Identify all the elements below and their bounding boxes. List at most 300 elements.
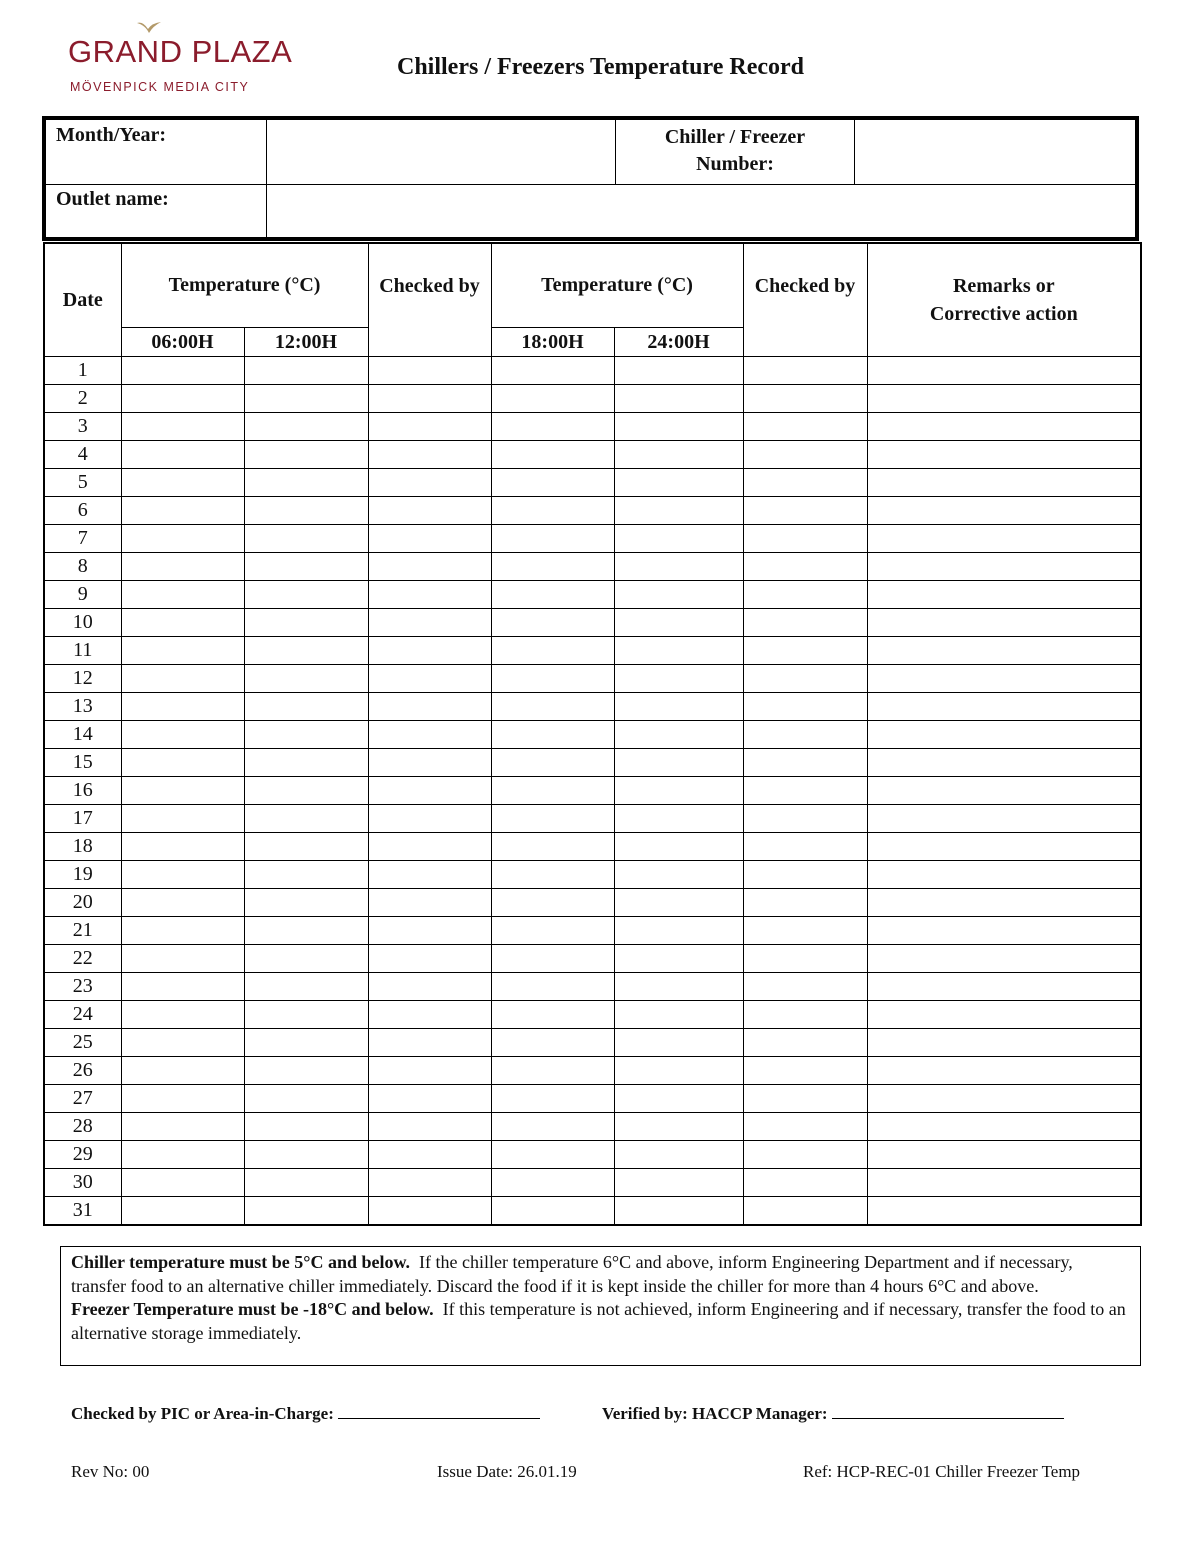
temp-1200-cell[interactable] [244,1168,368,1196]
temp-1200-cell[interactable] [244,1140,368,1168]
checked-by-cell[interactable] [368,804,491,832]
temp-2400-cell[interactable] [614,580,743,608]
date-cell: 29 [44,1140,121,1168]
temp-1200-cell[interactable] [244,748,368,776]
temp-0600-cell[interactable] [121,496,244,524]
checked-by-cell[interactable] [368,1084,491,1112]
temp-0600-cell[interactable] [121,1028,244,1056]
table-row [44,776,1141,804]
checked-by-cell[interactable] [368,748,491,776]
checked-by-cell[interactable] [368,440,491,468]
table-row [44,384,1141,412]
temp-0600-cell[interactable] [121,580,244,608]
remarks-cell[interactable] [867,384,1141,412]
temp-1800-cell[interactable] [491,468,614,496]
checked-by-line[interactable] [338,1402,540,1419]
checked-by-cell[interactable] [368,412,491,440]
checked-by-cell[interactable] [368,1196,491,1225]
checked-by-cell[interactable] [743,552,867,580]
date-cell: 25 [44,1028,121,1056]
temp-1200-cell[interactable] [244,608,368,636]
table-row [44,1056,1141,1084]
temp-1800-cell[interactable] [491,524,614,552]
chiller-label-line2: Number: [696,153,774,175]
temp-2400-cell[interactable] [614,412,743,440]
temp-2400-cell[interactable] [614,496,743,524]
remarks-cell[interactable] [867,776,1141,804]
reference: Ref: HCP-REC-01 Chiller Freezer Temp [803,1462,1081,1481]
checked-by-cell[interactable] [368,888,491,916]
temp-1200-cell[interactable] [244,636,368,664]
table-row [44,608,1141,636]
remarks-cell[interactable] [867,1168,1141,1196]
remarks-cell[interactable] [867,916,1141,944]
chiller-note [71,1251,1130,1298]
temp-1800-cell[interactable] [491,636,614,664]
remarks-cell[interactable] [867,496,1141,524]
temp-1800-cell[interactable] [491,748,614,776]
temp-0600-cell[interactable] [121,636,244,664]
temp-1800-cell[interactable] [491,888,614,916]
checked-by-cell[interactable] [743,524,867,552]
temp-1800-cell[interactable] [491,916,614,944]
temp-1200-cell[interactable] [244,720,368,748]
temp-2400-cell[interactable] [614,1084,743,1112]
checked-by-cell[interactable] [368,776,491,804]
table-row [44,1028,1141,1056]
temp-2400-cell[interactable] [614,1056,743,1084]
table-row [44,1196,1141,1225]
date-cell: 5 [44,468,121,496]
temp-1200-cell[interactable] [244,496,368,524]
checked-by-cell[interactable] [743,944,867,972]
temp-2400-cell[interactable] [614,552,743,580]
temp-1800-cell[interactable] [491,1000,614,1028]
checked-by-cell[interactable] [368,384,491,412]
checked-by-cell[interactable] [743,356,867,384]
temp-1800-cell[interactable] [491,1112,614,1140]
verified-by-line[interactable] [832,1402,1064,1419]
date-cell: 27 [44,1084,121,1112]
date-cell: 26 [44,1056,121,1084]
temp-2400-cell[interactable] [614,832,743,860]
temp-1200-cell[interactable] [244,1000,368,1028]
temp-2400-cell[interactable] [614,440,743,468]
table-row [44,1000,1141,1028]
checked-by-cell[interactable] [368,832,491,860]
freezer-note-bold: Freezer Temperature must be -18°C and below. [71,1299,434,1319]
table-row [44,748,1141,776]
checked-by-cell[interactable] [743,832,867,860]
remarks-cell[interactable] [867,1084,1141,1112]
date-cell: 3 [44,412,121,440]
date-cell: 19 [44,860,121,888]
date-cell: 2 [44,384,121,412]
date-cell: 16 [44,776,121,804]
checked-by-cell[interactable] [743,580,867,608]
table-row [44,580,1141,608]
instructions-box [60,1246,1141,1366]
temp-2400-cell[interactable] [614,524,743,552]
checked-by-cell[interactable] [743,468,867,496]
chiller-number-label [616,124,854,178]
table-row [44,888,1141,916]
checked-by-cell[interactable] [368,944,491,972]
remarks-cell[interactable] [867,1140,1141,1168]
temp-0600-cell[interactable] [121,1056,244,1084]
checked-by-cell[interactable] [368,692,491,720]
date-cell: 22 [44,944,121,972]
remarks-cell[interactable] [867,804,1141,832]
table-row [44,636,1141,664]
time-header-1800: 18:00H [491,327,614,356]
checked-by-label: Checked by PIC or Area-in-Charge: [71,1404,334,1423]
time-header-0600: 06:00H [121,327,244,356]
temp-1200-cell[interactable] [244,1196,368,1225]
table-row [44,972,1141,1000]
date-cell: 13 [44,692,121,720]
checked-by-cell[interactable] [368,972,491,1000]
date-cell: 4 [44,440,121,468]
checked-by-cell[interactable] [368,1056,491,1084]
temp-2400-cell[interactable] [614,608,743,636]
temp-1800-cell[interactable] [491,496,614,524]
table-row [44,1084,1141,1112]
table-row [44,356,1141,384]
checked-by-header-1: Checked by [368,243,491,356]
temp-2400-cell[interactable] [614,972,743,1000]
temp-1800-cell[interactable] [491,860,614,888]
checked-by-cell[interactable] [368,356,491,384]
date-cell: 30 [44,1168,121,1196]
checked-by-cell[interactable] [743,888,867,916]
temp-1200-cell[interactable] [244,944,368,972]
temp-1800-cell[interactable] [491,664,614,692]
checked-by-cell[interactable] [368,552,491,580]
outlet-name-field[interactable] [268,186,1134,236]
checked-by-cell[interactable] [368,496,491,524]
table-row [44,468,1141,496]
checked-by-cell[interactable] [368,1028,491,1056]
page-title: Chillers / Freezers Temperature Record [397,54,804,80]
temp-0600-cell[interactable] [121,832,244,860]
checked-by-cell[interactable] [368,636,491,664]
temp-2400-cell[interactable] [614,804,743,832]
logo-brand: GRAND PLAZA [68,34,293,69]
remarks-cell[interactable] [867,552,1141,580]
temp-2400-cell[interactable] [614,748,743,776]
checked-by-cell[interactable] [743,860,867,888]
remarks-cell[interactable] [867,1056,1141,1084]
temp-0600-cell[interactable] [121,888,244,916]
temp-1200-cell[interactable] [244,552,368,580]
remarks-cell[interactable] [867,468,1141,496]
temp-1200-cell[interactable] [244,1056,368,1084]
table-row [44,496,1141,524]
remarks-cell[interactable] [867,356,1141,384]
temp-1800-cell[interactable] [491,552,614,580]
date-cell: 12 [44,664,121,692]
date-cell: 21 [44,916,121,944]
temp-1800-cell[interactable] [491,356,614,384]
temp-1200-cell[interactable] [244,804,368,832]
temp-2400-cell[interactable] [614,916,743,944]
remarks-cell[interactable] [867,692,1141,720]
checked-by-cell[interactable] [368,580,491,608]
date-cell: 1 [44,356,121,384]
remarks-cell[interactable] [867,832,1141,860]
date-header: Date [44,243,121,356]
table-row [44,1168,1141,1196]
remarks-cell[interactable] [867,440,1141,468]
date-cell: 11 [44,636,121,664]
date-cell: 20 [44,888,121,916]
checked-by-cell[interactable] [743,972,867,1000]
temp-0600-cell[interactable] [121,412,244,440]
temp-0600-cell[interactable] [121,1084,244,1112]
checked-by-cell[interactable] [743,748,867,776]
verified-by-label: Verified by: HACCP Manager: [602,1404,828,1423]
chiller-number-field[interactable] [856,122,1134,182]
time-header-2400: 24:00H [614,327,743,356]
month-year-field[interactable] [268,122,614,182]
temp-2400-cell[interactable] [614,1028,743,1056]
table-row [44,1112,1141,1140]
temp-2400-cell[interactable] [614,692,743,720]
remarks-cell[interactable] [867,972,1141,1000]
remarks-cell[interactable] [867,860,1141,888]
temp-2400-cell[interactable] [614,776,743,804]
table-row [44,412,1141,440]
checked-by-cell[interactable] [743,1168,867,1196]
temp-2400-cell[interactable] [614,1140,743,1168]
remarks-cell[interactable] [867,580,1141,608]
temp-1200-cell[interactable] [244,1084,368,1112]
checked-by-cell[interactable] [743,636,867,664]
checked-by-cell[interactable] [743,664,867,692]
remarks-cell[interactable] [867,944,1141,972]
temperature-header-pm: Temperature (°C) [491,243,743,327]
logo-subtitle: MÖVENPICK MEDIA CITY [70,80,250,94]
temp-1200-cell[interactable] [244,1028,368,1056]
checked-by-header-2: Checked by [743,243,867,356]
checked-by-cell[interactable] [743,496,867,524]
checked-by-cell[interactable] [368,664,491,692]
remarks-cell[interactable] [867,608,1141,636]
temp-1200-cell[interactable] [244,468,368,496]
remarks-cell[interactable] [867,1028,1141,1056]
temp-1200-cell[interactable] [244,832,368,860]
temp-2400-cell[interactable] [614,944,743,972]
checked-by-cell[interactable] [368,1000,491,1028]
checked-by-cell[interactable] [743,720,867,748]
temp-0600-cell[interactable] [121,440,244,468]
temp-2400-cell[interactable] [614,664,743,692]
freezer-note-text: If this temperature is not achieved, inform Engineering and if necessary, transfer the food to an alternative storage immediately. [71,1299,1126,1343]
checked-by-cell[interactable] [743,776,867,804]
remarks-cell[interactable] [867,664,1141,692]
checked-by-cell[interactable] [368,1168,491,1196]
temp-1200-cell[interactable] [244,692,368,720]
temp-2400-cell[interactable] [614,860,743,888]
checked-by-cell[interactable] [743,1028,867,1056]
temp-0600-cell[interactable] [121,1140,244,1168]
temp-0600-cell[interactable] [121,1168,244,1196]
temp-0600-cell[interactable] [121,720,244,748]
temp-1800-cell[interactable] [491,1196,614,1225]
table-row [44,944,1141,972]
temp-1800-cell[interactable] [491,440,614,468]
temp-1800-cell[interactable] [491,1140,614,1168]
remarks-cell[interactable] [867,412,1141,440]
temp-2400-cell[interactable] [614,1000,743,1028]
temp-1200-cell[interactable] [244,888,368,916]
chiller-note-bold: Chiller temperature must be 5°C and below. [71,1252,411,1272]
temp-0600-cell[interactable] [121,608,244,636]
temp-1800-cell[interactable] [491,1056,614,1084]
temp-1200-cell[interactable] [244,412,368,440]
temp-0600-cell[interactable] [121,804,244,832]
temp-0600-cell[interactable] [121,972,244,1000]
temp-0600-cell[interactable] [121,1196,244,1225]
temp-1800-cell[interactable] [491,804,614,832]
checked-by-cell[interactable] [368,1140,491,1168]
temp-0600-cell[interactable] [121,692,244,720]
temp-0600-cell[interactable] [121,944,244,972]
checked-by-cell[interactable] [368,720,491,748]
temp-2400-cell[interactable] [614,356,743,384]
checked-by-cell[interactable] [368,860,491,888]
remarks-cell[interactable] [867,524,1141,552]
temp-1800-cell[interactable] [491,832,614,860]
temp-1200-cell[interactable] [244,524,368,552]
table-row [44,692,1141,720]
checked-by-cell[interactable] [743,1196,867,1225]
checked-by-signature [71,1402,540,1424]
temp-1200-cell[interactable] [244,664,368,692]
bird-icon [136,20,162,34]
checked-by-cell[interactable] [743,1084,867,1112]
temp-2400-cell[interactable] [614,1196,743,1225]
temp-1200-cell[interactable] [244,776,368,804]
checked-by-cell[interactable] [743,1056,867,1084]
checked-by-cell[interactable] [743,384,867,412]
temp-1800-cell[interactable] [491,608,614,636]
date-cell: 17 [44,804,121,832]
temp-1800-cell[interactable] [491,692,614,720]
date-cell: 9 [44,580,121,608]
remarks-cell[interactable] [867,1112,1141,1140]
checked-by-cell[interactable] [743,916,867,944]
temp-1800-cell[interactable] [491,972,614,1000]
temp-1200-cell[interactable] [244,972,368,1000]
temp-0600-cell[interactable] [121,1112,244,1140]
rev-number: Rev No: 00 [71,1462,150,1481]
temp-1800-cell[interactable] [491,1028,614,1056]
checked-by-cell[interactable] [743,692,867,720]
time-header-1200: 12:00H [244,327,368,356]
date-cell: 31 [44,1196,121,1225]
checked-by-cell[interactable] [743,608,867,636]
temp-0600-cell[interactable] [121,860,244,888]
date-cell: 18 [44,832,121,860]
remarks-cell[interactable] [867,720,1141,748]
checked-by-cell[interactable] [368,1112,491,1140]
checked-by-cell[interactable] [368,608,491,636]
temp-1800-cell[interactable] [491,580,614,608]
remarks-cell[interactable] [867,1196,1141,1225]
freezer-note [71,1298,1130,1345]
remarks-cell[interactable] [867,1000,1141,1028]
temp-1200-cell[interactable] [244,916,368,944]
temp-1200-cell[interactable] [244,1112,368,1140]
remarks-cell[interactable] [867,748,1141,776]
temp-0600-cell[interactable] [121,664,244,692]
checked-by-cell[interactable] [743,1000,867,1028]
remarks-header: Remarks or Corrective action [867,243,1141,356]
temp-0600-cell[interactable] [121,524,244,552]
temp-0600-cell[interactable] [121,916,244,944]
checked-by-cell[interactable] [743,1112,867,1140]
temp-0600-cell[interactable] [121,552,244,580]
temp-2400-cell[interactable] [614,888,743,916]
checked-by-cell[interactable] [743,412,867,440]
remarks-cell[interactable] [867,888,1141,916]
temp-1200-cell[interactable] [244,860,368,888]
temp-2400-cell[interactable] [614,636,743,664]
temp-1200-cell[interactable] [244,580,368,608]
temp-0600-cell[interactable] [121,1000,244,1028]
temp-0600-cell[interactable] [121,748,244,776]
temp-0600-cell[interactable] [121,776,244,804]
remarks-cell[interactable] [867,636,1141,664]
table-row [44,524,1141,552]
checked-by-cell[interactable] [368,468,491,496]
temp-2400-cell[interactable] [614,720,743,748]
temp-2400-cell[interactable] [614,384,743,412]
checked-by-cell[interactable] [743,1140,867,1168]
temp-1800-cell[interactable] [491,720,614,748]
temp-1800-cell[interactable] [491,384,614,412]
date-cell: 6 [44,496,121,524]
date-cell: 28 [44,1112,121,1140]
temp-1800-cell[interactable] [491,776,614,804]
temp-0600-cell[interactable] [121,384,244,412]
issue-date: Issue Date: 26.01.19 [437,1462,577,1481]
temp-2400-cell[interactable] [614,468,743,496]
temp-1800-cell[interactable] [491,944,614,972]
temp-1800-cell[interactable] [491,1084,614,1112]
temp-2400-cell[interactable] [614,1112,743,1140]
temp-0600-cell[interactable] [121,356,244,384]
checked-by-cell[interactable] [368,524,491,552]
checked-by-cell[interactable] [743,804,867,832]
temp-1800-cell[interactable] [491,1168,614,1196]
checked-by-cell[interactable] [368,916,491,944]
temp-1200-cell[interactable] [244,384,368,412]
temp-2400-cell[interactable] [614,1168,743,1196]
month-year-label: Month/Year: [56,124,166,146]
temp-1200-cell[interactable] [244,440,368,468]
temp-1200-cell[interactable] [244,356,368,384]
table-row [44,860,1141,888]
chiller-label-line1: Chiller / Freezer [664,126,806,148]
temp-1800-cell[interactable] [491,412,614,440]
info-box [42,116,1139,241]
checked-by-cell[interactable] [743,440,867,468]
temp-0600-cell[interactable] [121,468,244,496]
date-cell: 14 [44,720,121,748]
